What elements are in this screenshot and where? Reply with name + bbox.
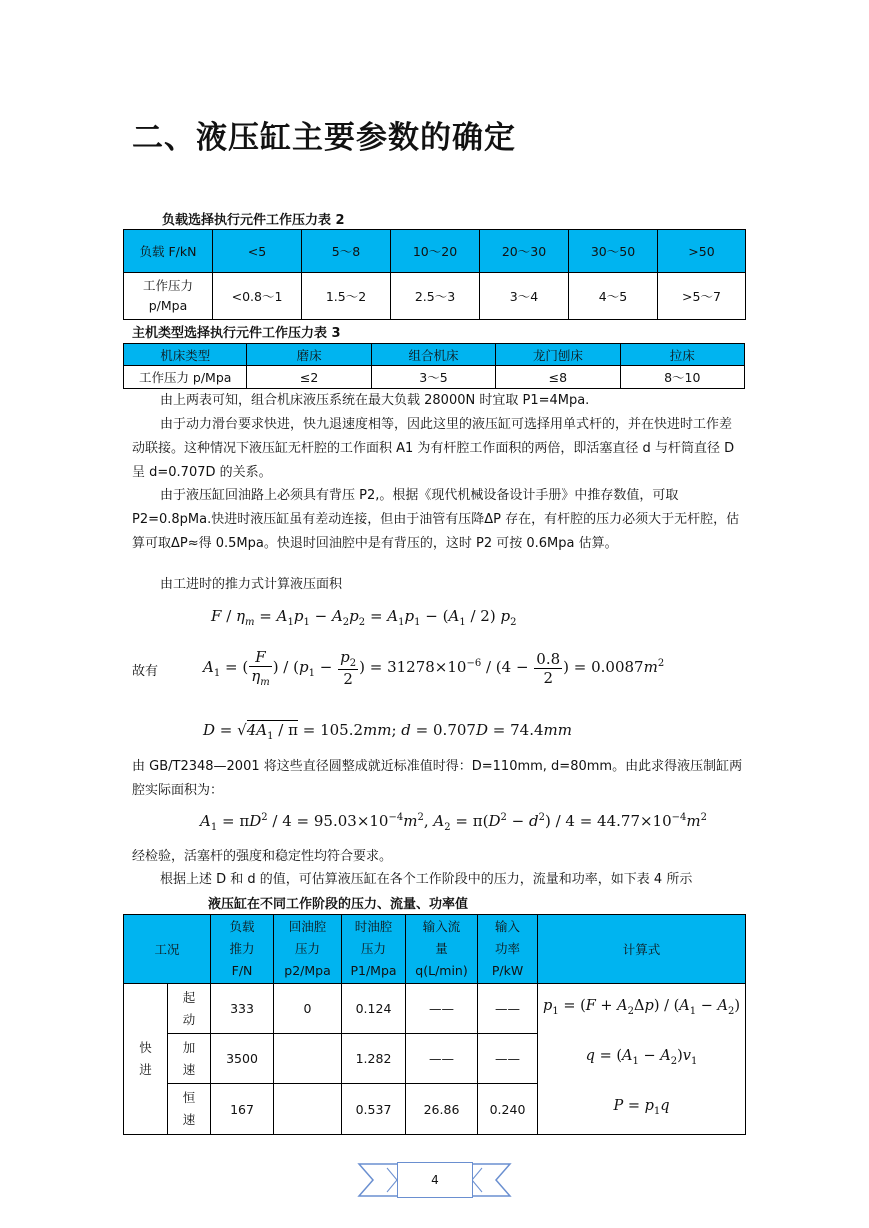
table2-cell: >5～7 <box>658 273 746 320</box>
table2-cell: 2.5～3 <box>391 273 480 320</box>
paragraph-4: 由工进时的推力式计算液压面积 <box>160 577 343 592</box>
table4-cell: —— <box>406 984 478 1034</box>
table3-header: 龙门刨床 <box>496 344 620 366</box>
gu-you-label: 故有 <box>132 664 159 679</box>
table4-header-condition: 工况 <box>124 915 211 984</box>
header-line: p2/Mpa <box>284 963 331 978</box>
table2-header: >50 <box>658 230 746 273</box>
equation-diameter: $D = √4A_1 / \pi = 105.2mm$; d = 0.707D = 74.4mm <box>203 721 572 742</box>
table4-header-return <box>274 915 342 984</box>
stage-line: 动 <box>182 1011 196 1027</box>
row-label-line2: p/Mpa <box>148 298 188 313</box>
table4-header-flow <box>406 915 478 984</box>
eq1-result: 0.0087 <box>591 658 644 676</box>
table4-cell: 333 <box>211 984 274 1034</box>
table4-cell: 0.537 <box>342 1084 406 1134</box>
table4-cell: 3500 <box>211 1034 274 1084</box>
header-line: 回油腔 <box>288 919 327 934</box>
table4-header-inlet <box>342 915 406 984</box>
stage-line: 加 <box>182 1039 196 1055</box>
table4-cell: —— <box>478 984 538 1034</box>
table4-formula-cell <box>538 984 746 1135</box>
eq3-exp: −4 <box>388 812 404 823</box>
eq1-exp: −6 <box>466 658 482 669</box>
paragraph-7: 根据上述 D 和 d 的值，可估算液压缸在各个工作阶段中的压力，流量和功率，如下表 4 所示 <box>160 872 693 887</box>
header-line: 压力 <box>295 941 321 956</box>
stage-line: 起 <box>182 989 196 1005</box>
header-line: F/N <box>231 963 253 978</box>
table4-cell: 0.240 <box>478 1084 538 1134</box>
table2-header-load: 负载 F/kN <box>124 230 213 273</box>
equation-area: $A_1$ = ( $\frac{F}{\eta_m}$ ) / ($p_1$ − $\frac{p_2}{2}$ ) = $31278\times 10^{-6} / (4$ − $\frac{0.8}{2}$ ) = $0.0087m^2$ <box>203 648 665 688</box>
table4-stage <box>168 1034 211 1084</box>
table2 <box>123 229 746 320</box>
table4-cell <box>274 1034 342 1084</box>
table3-cell: ≤2 <box>247 366 371 389</box>
table3-cell: ≤8 <box>496 366 620 389</box>
group-line: 快 <box>139 1039 152 1055</box>
table2-header: <5 <box>213 230 302 273</box>
header-line: 输入 <box>495 919 521 934</box>
header-line: 输入流 <box>422 919 461 934</box>
header-line: P/kW <box>491 963 524 978</box>
header-line: 时油腔 <box>354 919 393 934</box>
table4-header-power <box>478 915 538 984</box>
group-line: 进 <box>139 1061 152 1077</box>
eq1-num: 0.8 <box>536 649 561 668</box>
formula-pressure: $p_1 = (F + A_2\Delta p) / (A_1 - A_2)$ <box>543 998 740 1017</box>
table2-cell: <0.8～1 <box>213 273 302 320</box>
table4-header-load <box>211 915 274 984</box>
table4-cell: 0.124 <box>342 984 406 1034</box>
table4-stage <box>168 984 211 1034</box>
stage-line: 速 <box>182 1112 196 1128</box>
table2-header: 20～30 <box>480 230 569 273</box>
paragraph-2: 由于动力滑台要求快进，快九退速度相等，因此这里的液压缸可选择用单式杆的，并在快进时工作差动联接。这种情况下液压缸无杆腔的工作面积 A1 为有杆腔工作面积的两倍，即活塞直径 d 与杆筒直径 D 呈 d=0.707D 的关系。 <box>132 417 735 480</box>
eq3-a1: 95.03×10 <box>313 812 389 830</box>
table2-header: 30～50 <box>569 230 658 273</box>
stage-line: 速 <box>182 1061 196 1077</box>
paragraph-6: 经检验，活塞杆的强度和稳定性均符合要求。 <box>132 849 393 864</box>
eq2-coef: 0.707 <box>433 721 476 739</box>
header-line: P1/Mpa <box>350 963 397 978</box>
table4-cell: 26.86 <box>406 1084 478 1134</box>
paragraph-3: 由于液压缸回油路上必须具有背压 P2,。根据《现代机械设备设计手册》中推存数值，可取 P2=0.8pMa.快进时液压缸虽有差动连接，但由于油管有压降ΔP 存在，有杆腔的压力必须大于无杆腔，估算可取ΔP≈得 0.5Mpa。快退时回油腔中是有背压的，这时 P2 可按 0.6Mpa 估算。 <box>132 488 740 551</box>
formula-power: $P = p_1q$ <box>613 1097 670 1117</box>
header-line: 压力 <box>361 941 387 956</box>
table3-cell: 8～10 <box>620 366 744 389</box>
table2-header: 10～20 <box>391 230 480 273</box>
table3-cell: 3～5 <box>371 366 495 389</box>
header-line: 量 <box>435 941 448 956</box>
table4-cell <box>274 1084 342 1134</box>
table4 <box>123 914 746 1135</box>
header-line: 推力 <box>229 941 255 956</box>
paragraph-5: 由 GB/T2348—2001 将这些直径圆整成就近标准值时得：D=110mm, d=80mm。由此求得液压制缸两腔实际面积为： <box>132 759 743 798</box>
equation-actual-area: $A_1 = \pi D^2 / 4 = 95.03\times 10^{-4}m^2$, $A_2 = \pi(D^2 - d^2) / 4 = 44.77\times 10^{-4}m^2$ <box>200 812 708 833</box>
table2-cell: 3～4 <box>480 273 569 320</box>
table3-header: 磨床 <box>247 344 371 366</box>
table4-cell: 1.282 <box>342 1034 406 1084</box>
table2-caption: 负载选择执行元件工作压力表 2 <box>162 213 345 228</box>
table2-cell: 1.5～2 <box>302 273 391 320</box>
equation-force: $F / \eta_m = A_1p_1 - A_2p_2 = A_1p_1 - (A_1 / 2)$ $p_2$ <box>211 607 517 628</box>
eq1-value: 31278×10 <box>387 658 467 676</box>
table4-header-formula: 计算式 <box>538 915 746 984</box>
eq3-a2: 44.77×10 <box>597 812 672 830</box>
table3-header: 机床类型 <box>124 344 247 366</box>
table3-cell: 工作压力 p/Mpa <box>124 366 247 389</box>
header-line: 功率 <box>495 941 521 956</box>
header-line: q(L/min) <box>415 963 468 978</box>
table4-cell: 0 <box>274 984 342 1034</box>
table3 <box>123 343 745 389</box>
table3-header: 拉床 <box>620 344 744 366</box>
table4-cell: —— <box>406 1034 478 1084</box>
table3-caption: 主机类型选择执行元件工作压力表 3 <box>132 326 341 341</box>
eq2-result: 74.4 <box>510 721 544 739</box>
formula-flow: $q = (A_1 - A_2)v_1$ <box>585 1047 698 1067</box>
header-line: 负载 <box>229 919 255 934</box>
table4-caption: 液压缸在不同工作阶段的压力、流量、功率值 <box>208 897 469 912</box>
row-label-line1: 工作压力 <box>142 278 193 293</box>
page-number: 4 <box>397 1162 473 1198</box>
stage-line: 恒 <box>182 1090 196 1106</box>
paragraph-1: 由上两表可知，组合机床液压系统在最大负载 28000N 时宜取 P1=4Mpa. <box>160 393 590 408</box>
table4-cell: —— <box>478 1034 538 1084</box>
table2-row-label <box>124 273 213 320</box>
table4-group <box>124 984 168 1135</box>
table2-header: 5～8 <box>302 230 391 273</box>
table2-cell: 4～5 <box>569 273 658 320</box>
table4-cell: 167 <box>211 1084 274 1134</box>
table4-stage <box>168 1084 211 1134</box>
table3-header: 组合机床 <box>371 344 495 366</box>
eq2-d: 105.2 <box>320 721 364 739</box>
page-title: 二、液压缸主要参数的确定 <box>132 120 516 156</box>
